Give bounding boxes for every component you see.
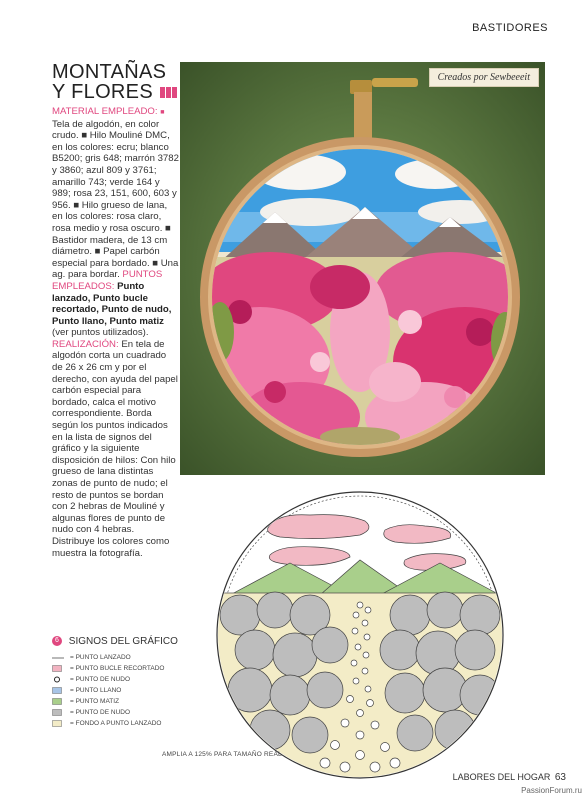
article-title — [52, 62, 177, 102]
material-text: Tela de algodón, en color crudo. ■ Hilo Mouliné DMC, en los colores: ecru; blanco B5200; gris 648; marrón 3782 y 3860; azul 809 y 3761; amarillo 743; verde 164 y 989; rosa 23, 151, 600, 603 y 956. ■ Hilo grueso de lana, en los colores: rosa claro, rosa medio y rosa oscuro. ■ Bastidor madera, de 13 cm diámetro. ■ Papel carbón especial para bordado. ■ Una ag. para bordar. — [52, 118, 179, 281]
legend-number: 6 — [52, 636, 62, 646]
title-line-1: MONTAÑAS — [52, 61, 167, 83]
swatch-icon — [52, 665, 70, 672]
puntos-note: (ver puntos utilizados). — [52, 327, 149, 339]
puntos-label: PUNTOS EMPLEADOS: — [52, 269, 163, 292]
embroidery-chart — [210, 485, 510, 785]
dot-icon — [52, 676, 70, 683]
puntos-text: Punto lanzado, Punto bucle recortado, Punto de nudo, Punto llano, Punto matiz — [52, 280, 172, 327]
photo-credit: Creados por Sewbeeeit — [429, 68, 539, 87]
article-body: MATERIAL EMPLEADO: ■ Tela de algodón, en color crudo. ■ Hilo Mouliné DMC, en los colores: ecru; blanco B5200; gris 648; marrón 3782 y 3860; azul 809 y 3761; amarillo 743; verde 164 y 989; rosa 23, 151, 600, 603 y 956. ■ Hilo grueso de lana, en los colores: rosa claro, rosa medio y rosa oscuro. ■ Bastidor madera, de 13 cm diámetro. ■ Papel carbón especial para bordado. ■ Una ag. para bordar. PUNTOS EMPLEADOS: Punto lanzado, Punto bucle recortado, Punto de nudo, Punto llano, Punto matiz (ver puntos utilizados). REALIZACIÓN: En tela de algodón corta un cuadrado de 26 x 26 cm y por el derecho, con ayuda del papel carbón especial para bordado, calca el motivo correspondiente. Borda según los puntos indicados en la lista de signos del gráfico y la siguiente disposición de hilos: Con hilo grueso de lana distintas zonas de punto de nudo; el resto de puntos se bordan con 2 hebras de Mouliné y algunas flores de punto de nudo con 4 hebras. Distribuye los colores como muestra la fotografía. — [52, 106, 179, 559]
stitch-legend — [52, 652, 164, 729]
material-label: MATERIAL EMPLEADO: — [52, 106, 158, 117]
page-number: 63 — [554, 772, 566, 783]
swatch-icon — [52, 709, 70, 716]
swatch-icon — [52, 698, 70, 705]
legend-title — [52, 636, 178, 647]
realizacion-label: REALIZACIÓN: — [52, 338, 119, 350]
legend-item — [52, 685, 164, 696]
embroidery-hoop-image — [180, 62, 545, 475]
folio — [453, 772, 566, 783]
legend-item — [52, 663, 164, 674]
legend-label: = FONDO A PUNTO LANZADO — [70, 720, 162, 727]
legend-item — [52, 652, 164, 663]
swatch-icon — [52, 687, 70, 694]
legend-title-text: SIGNOS DEL GRÁFICO — [68, 636, 178, 647]
title-line-2: Y FLORES — [52, 81, 153, 103]
swatch-icon — [52, 720, 70, 727]
legend-label: = PUNTO LANZADO — [70, 654, 131, 661]
watermark: PassionForum.ru — [521, 786, 582, 795]
magazine-name: LABORES DEL HOGAR — [452, 772, 551, 782]
legend-item — [52, 674, 164, 685]
legend-label: = PUNTO DE NUDO — [70, 709, 131, 716]
legend-label: = PUNTO DE NUDO — [70, 676, 131, 683]
legend-label: = PUNTO LLANO — [70, 687, 122, 694]
hoop-photo — [180, 62, 545, 475]
thread-icon — [159, 81, 177, 103]
legend-item — [52, 718, 164, 729]
legend-label: = PUNTO MATIZ — [70, 698, 120, 705]
legend-item — [52, 696, 164, 707]
line-icon — [52, 656, 70, 660]
realizacion-text: En tela de algodón corta un cuadrado de 26 x 26 cm y por el derecho, con ayuda del papel carbón especial para bordado, calca el motivo correspondiente. Borda según los puntos indicados en la lista de signos del gráfico y la siguiente disposición de hilos: Con hilo grueso de lana distintas zonas de punto de nudo; el resto de puntos se bordan con 2 hebras de Mouliné y algunas flores de punto de nudo con 4 hebras. Distribuye los colores como muestra la fotografía. — [52, 338, 178, 559]
section-tag: BASTIDORES — [472, 22, 548, 34]
pattern-diagram — [210, 485, 510, 785]
legend-item — [52, 707, 164, 718]
legend-label: = PUNTO BUCLE RECORTADO — [70, 665, 165, 672]
enlarge-caption: AMPLIA A 125% PARA TAMAÑO REAL — [162, 751, 282, 758]
